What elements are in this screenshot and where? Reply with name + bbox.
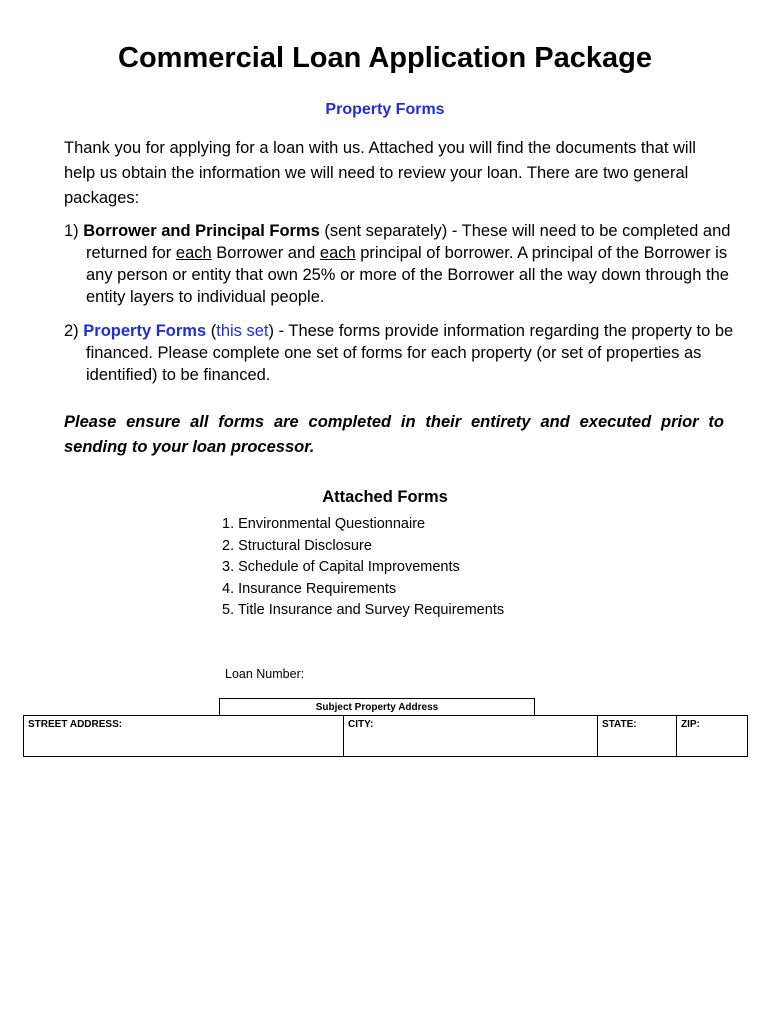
item-title: Borrower and Principal Forms [83,222,320,240]
item-text: (sent separately) - These will need to be completed and returned for [86,222,731,262]
attached-forms-heading: Attached Forms [322,488,448,506]
item-number: 1) [64,222,79,240]
list-item: 4. Insurance Requirements [222,580,397,597]
attached-forms-list [222,514,504,622]
loan-number-label: Loan Number: [225,667,305,681]
item-text: principal of borrower. A principal of the Borrower is any person or entity that own 25% or more of the Borrower all the way down through the entity layers to individual people. [86,244,729,306]
zip-field[interactable] [677,716,747,756]
list-item: 2. Structural Disclosure [222,537,372,554]
state-label: STATE: [602,719,637,730]
item-title: Property Forms [83,322,207,340]
list-item: 3. Schedule of Capital Improvements [222,559,460,575]
address-table [23,715,748,757]
list-item: 1. Environmental Questionnaire [222,516,426,532]
zip-label: ZIP: [681,719,700,730]
city-field[interactable] [344,716,598,756]
street-address-field[interactable] [24,716,344,756]
list-item: 5. Title Insurance and Survey Requirements [222,602,505,618]
completion-warning: Please ensure all forms are completed in their entirety and executed prior to sending to your loan processor. [64,413,724,456]
page-subtitle: Property Forms [325,101,445,118]
item-number: 2) [64,322,79,340]
package-item-property [64,320,746,386]
city-label: CITY: [348,719,374,730]
item-emphasis: each [319,244,356,262]
page-title: Commercial Loan Application Package [118,42,652,74]
subject-property-address-header: Subject Property Address [219,698,535,715]
this-set-label: this set [216,322,269,340]
state-field[interactable] [598,716,677,756]
package-item-borrower [64,220,746,308]
item-text: Borrower and [211,244,320,262]
street-address-label: STREET ADDRESS: [28,719,123,730]
item-emphasis: each [175,244,212,262]
intro-paragraph: Thank you for applying for a loan with us. Attached you will find the documents that will help us obtain the information we will need to review your loan. There are two general packages: [64,139,696,207]
item-text: ) - These forms provide information regarding the property to be financed. Please complete one set of forms for each property (or set of properties as identified) to be financed. [86,322,734,384]
item-text: ( [206,322,217,340]
